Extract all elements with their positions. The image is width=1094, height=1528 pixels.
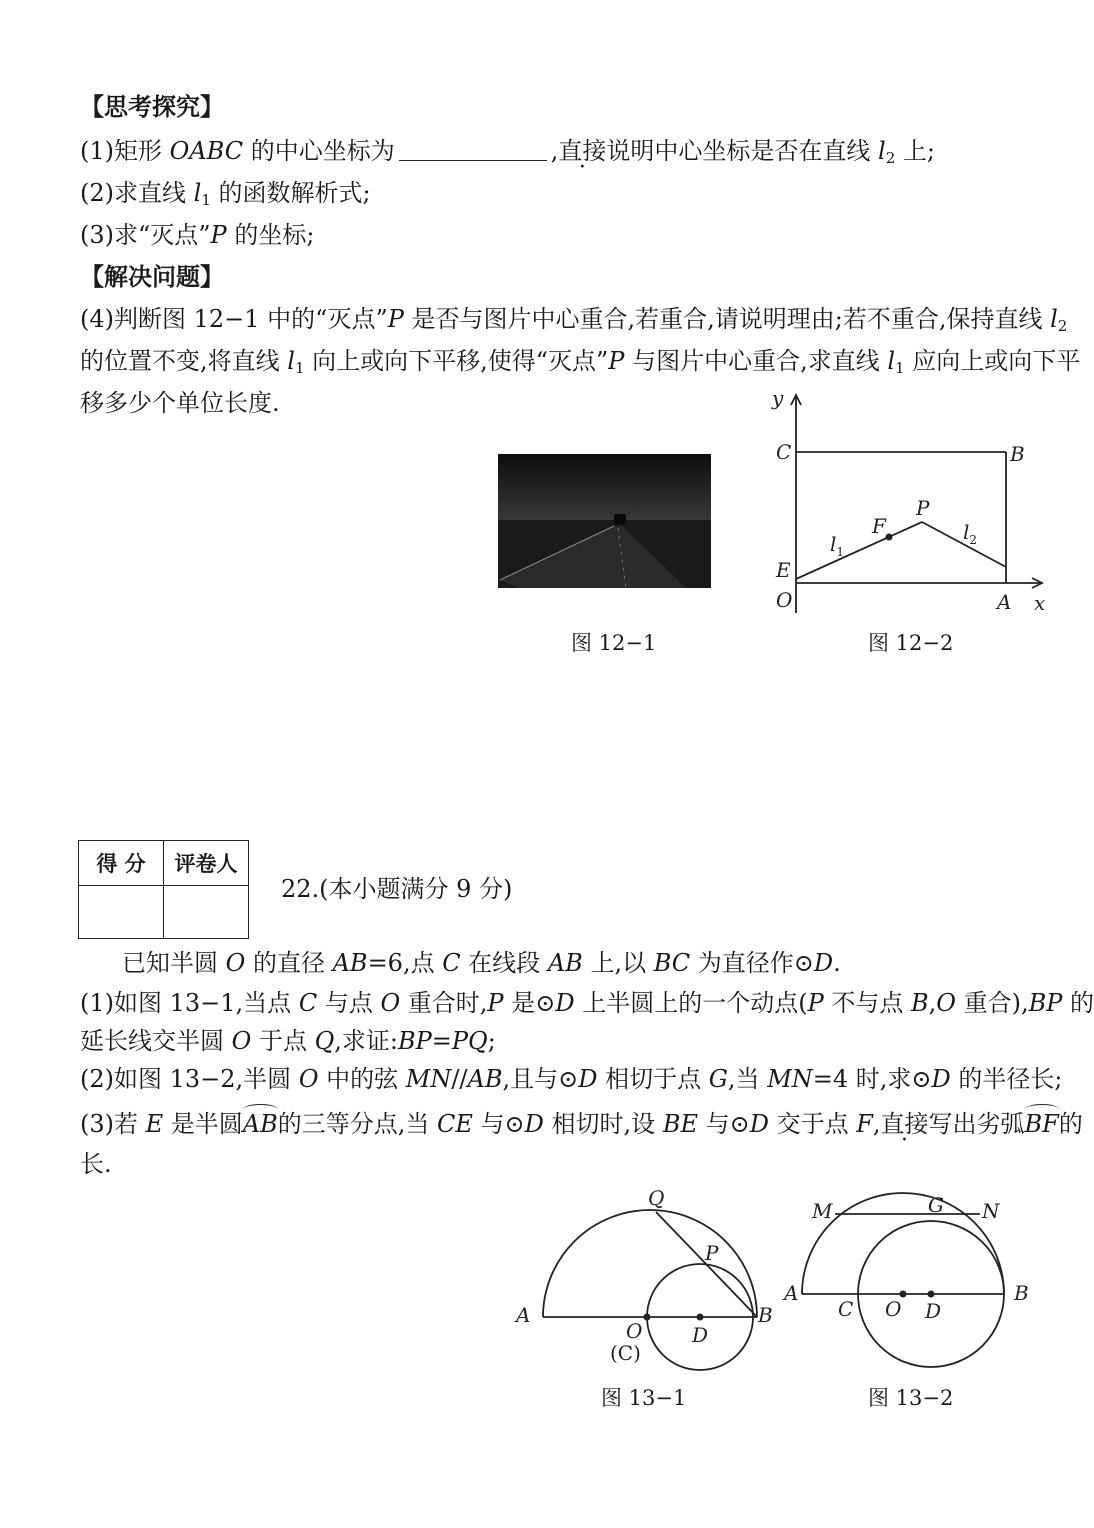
score-cell[interactable] <box>79 886 164 939</box>
question-2: (2)求直线 $l_1$ 的函数解析式; <box>80 179 371 209</box>
label-d: D <box>925 1299 942 1323</box>
label-y: y <box>772 386 784 410</box>
heading-think-explore: 【思考探究】 <box>80 92 224 121</box>
figure-12-1-caption: 图 12−1 <box>571 631 657 655</box>
problem-22-q2: (2)如图 13−2,半圆 O 中的弦 MN//AB,且与⊙D 相切于点 G,当 MN=4 时,求⊙D 的半径长; <box>80 1065 1063 1093</box>
label-a: A <box>784 1281 799 1305</box>
problem-22-q3-line-1: (3)若 E 是半圆AB的三等分点,当 CE 与⊙D 相切时,设 BE 与⊙D 交于点 F,直接写出劣弧BF的 <box>80 1107 1083 1141</box>
road-photo <box>498 454 711 588</box>
label-e: E <box>776 558 791 582</box>
score-box <box>78 840 249 939</box>
question-1: (1)矩形 OABC 的中心坐标为 ,直接说明中心坐标是否在直线 $l_2$ 上; <box>80 137 935 167</box>
label-p: P <box>705 1241 719 1265</box>
line-l1 <box>796 522 922 579</box>
point-d <box>928 1291 935 1298</box>
figure-12-2-caption: 图 12−2 <box>868 631 954 655</box>
label-f: F <box>872 514 886 538</box>
label-l2: $l_2$ <box>963 520 978 547</box>
label-o: O <box>626 1319 643 1343</box>
label-b: B <box>758 1303 773 1327</box>
figure-13-1-diagram <box>510 1180 790 1390</box>
label-n: N <box>982 1199 1000 1223</box>
question-3: (3)求“灭点”P 的坐标; <box>80 221 315 249</box>
question-4-line-3: 移多少个单位长度. <box>80 389 280 417</box>
problem-22-stem: 已知半圆 O 的直径 AB=6,点 C 在线段 AB 上,以 BC 为直径作⊙D. <box>122 949 841 977</box>
label-o: O <box>885 1297 902 1321</box>
problem-22-q1-line-1: (1)如图 13−1,当点 C 与点 O 重合时,P 是⊙D 上半圆上的一个动点(P 不与点 B,O 重合),BP 的 <box>80 989 1094 1017</box>
point-o <box>644 1314 651 1321</box>
label-m: M <box>812 1199 833 1223</box>
label-b: B <box>1010 442 1025 466</box>
grader-header: 评卷人 <box>164 841 249 886</box>
label-l1: $l_1$ <box>830 532 845 559</box>
label-c: C <box>838 1297 854 1321</box>
problem-22-title: 22.(本小题满分 9 分) <box>281 875 513 903</box>
label-a: A <box>516 1303 531 1327</box>
figure-13-1-caption: 图 13−1 <box>601 1386 687 1410</box>
heading-solve-problem: 【解决问题】 <box>80 262 224 291</box>
label-p: P <box>916 496 930 520</box>
point-d <box>697 1314 704 1321</box>
figure-12-2-diagram <box>760 385 1050 625</box>
label-q: Q <box>648 1186 665 1210</box>
figure-13-2-caption: 图 13−2 <box>868 1386 954 1410</box>
score-header: 得 分 <box>79 841 164 886</box>
problem-22-q1-line-2: 延长线交半圆 O 于点 Q,求证:BP=PQ; <box>80 1027 496 1055</box>
figure-13-2-diagram <box>782 1180 1042 1390</box>
label-c: C <box>776 440 792 464</box>
label-g: G <box>928 1193 944 1217</box>
label-d: D <box>692 1323 709 1347</box>
answer-blank[interactable] <box>399 138 547 161</box>
problem-22-q3-line-2: 长. <box>80 1150 112 1178</box>
label-b: B <box>1014 1281 1029 1305</box>
grader-cell[interactable] <box>164 886 249 939</box>
label-c: (C) <box>610 1341 641 1365</box>
label-a: A <box>997 590 1012 614</box>
question-4-line-1: (4)判断图 12−1 中的“灭点”P 是否与图片中心重合,若重合,请说明理由;若不重合,保持直线 $l_2$ <box>80 305 1068 335</box>
point-f <box>886 534 893 541</box>
label-o: O <box>776 588 793 612</box>
label-x: x <box>1034 591 1046 615</box>
question-4-line-2: 的位置不变,将直线 $l_1$ 向上或向下平移,使得“灭点”P 与图片中心重合,求直线 $l_1$ 应向上或向下平 <box>80 347 1081 377</box>
